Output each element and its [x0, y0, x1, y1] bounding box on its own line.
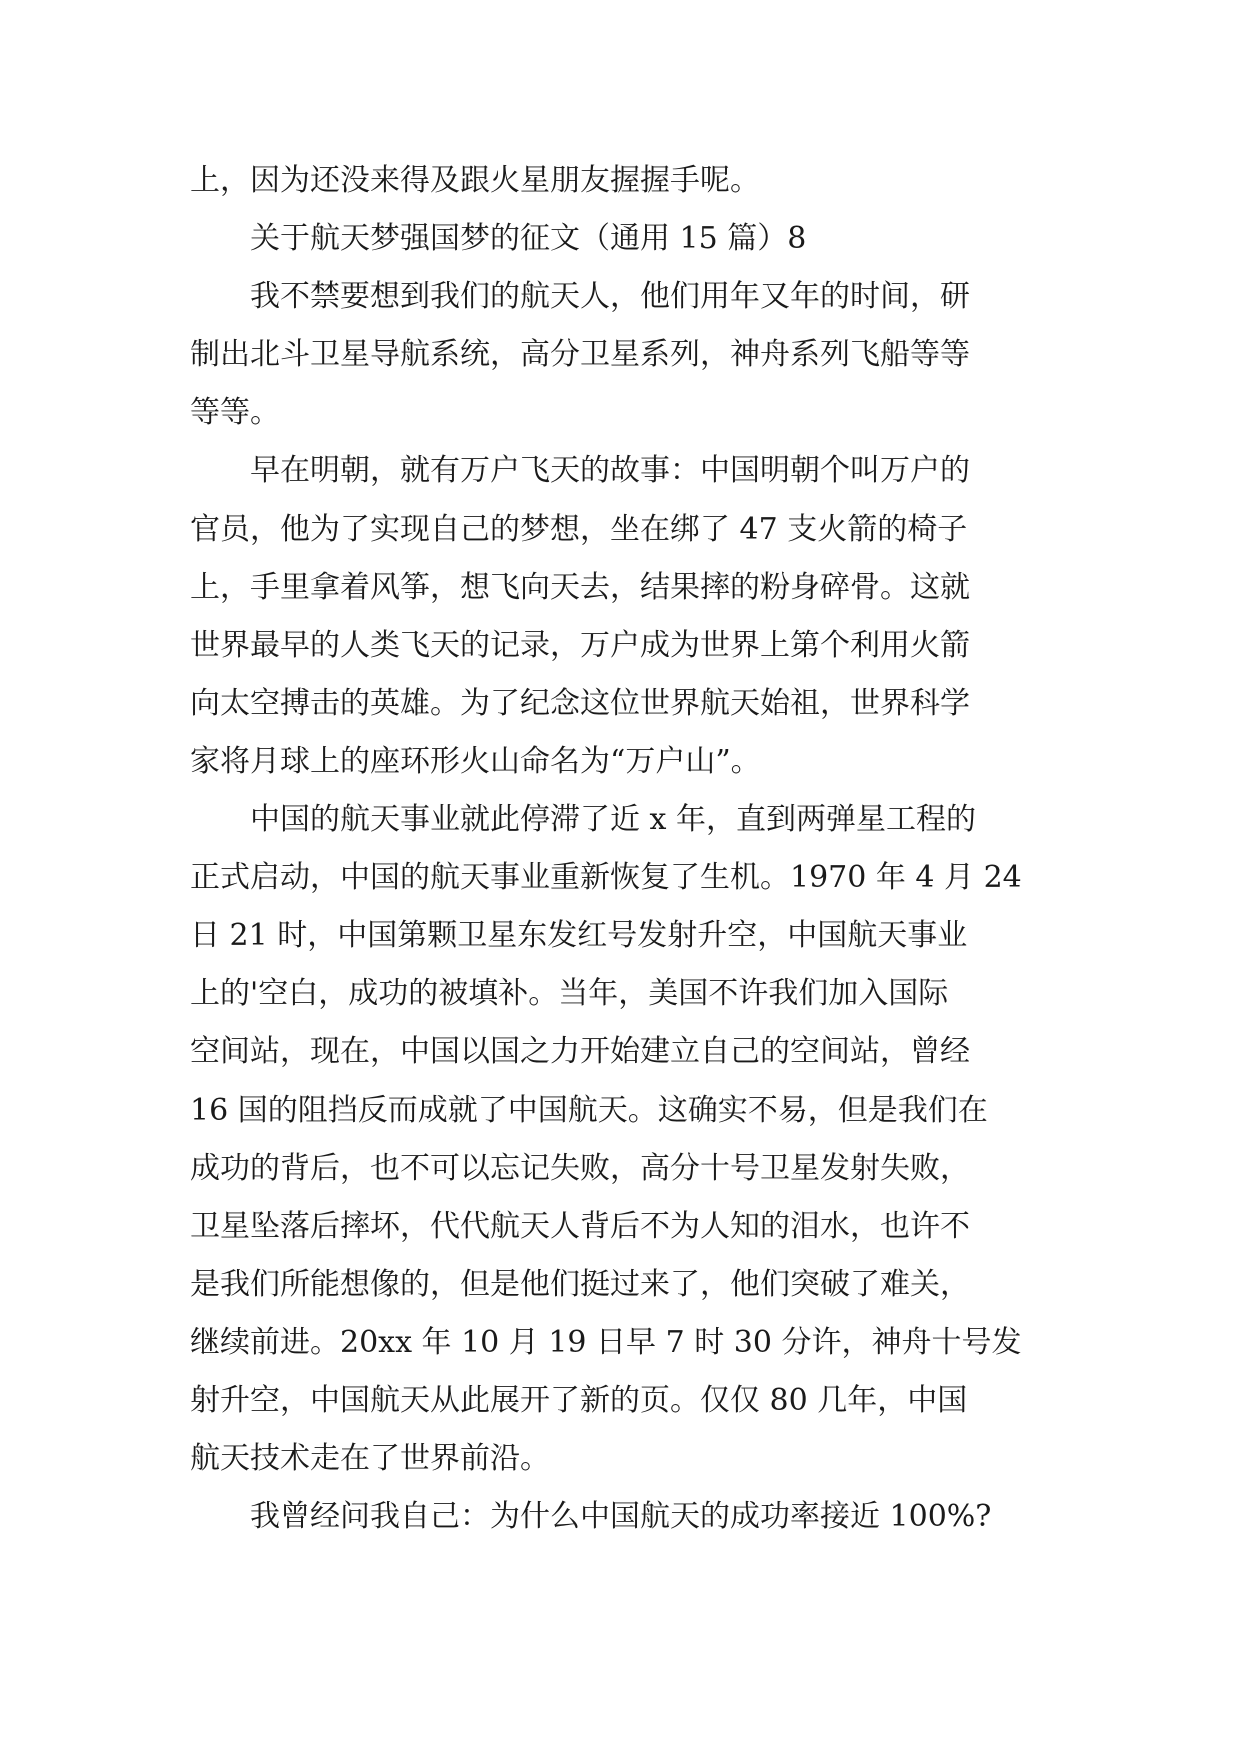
- paragraph-continuation: 上，因为还没来得及跟火星朋友握握手呢。: [190, 163, 760, 198]
- paragraph-question: 我曾经问我自己：为什么中国航天的成功率接近 100%?: [250, 1499, 992, 1535]
- paragraph-wanhu-story: 早在明朝，就有万户飞天的故事：中国明朝个叫万户的 官员，他为了实现自己的梦想，坐在绑了 47 支火箭的椅子 上，手里拿着风筝，想飞向天去，结果摔的粉身碎骨。这就 世界最早的人类飞天的记录，万户成为世界上第个利用火箭 向太空搏击的英雄。为了纪念这位世界航天始祖，世界科学 家将月球上的座环形火山命名为“万户山”。: [190, 453, 970, 779]
- document-body: [190, 152, 1050, 1546]
- paragraph-aerospace-history: 中国的航天事业就此停滞了近 x 年，直到两弹星工程的 正式启动，中国的航天事业重新恢复了生机。1970 年 4 月 24 日 21 时，中国第颗卫星东发红号发射升空，中国航天事业 上的'空白，成功的被填补。当年，美国不许我们加入国际 空间站，现在，中国以国之力开始建立自己的空间站，曾经 16 国的阻挡反而成就了中国航天。这确实不易，但是我们在 成功的背后，也不可以忘记失败，高分十号卫星发射失败， 卫星坠落后摔坏，代代航天人背后不为人知的泪水，也许不 是我们所能想像的，但是他们挺过来了，他们突破了难关， 继续前进。20xx 年 10 月 19 日早 7 时 30 分许，神舟十号发 射升空，中国航天从此展开了新的页。仅仅 80 几年，中国 航天技术走在了世界前沿。: [190, 802, 1022, 1477]
- paragraph-aerospace-people: 我不禁要想到我们的航天人，他们用年又年的时间，研 制出北斗卫星导航系统，高分卫星系列，神舟系列飞船等等 等等。: [190, 279, 970, 431]
- essay-title: 关于航天梦强国梦的征文（通用 15 篇）8: [250, 221, 807, 257]
